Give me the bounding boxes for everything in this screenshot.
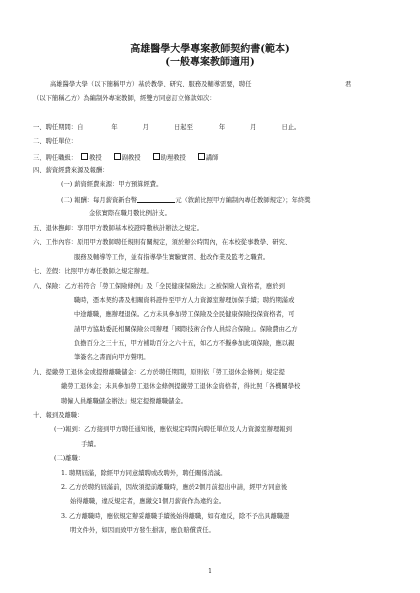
clause-10-resignation-point-3-continued: 明文件外，如因而致甲方發生損害，應負賠償責任。 xyxy=(70,527,215,534)
preamble-party-b-suffix: 君 xyxy=(345,81,352,88)
clause-4-item-1: (一) 薪資經費來源：甲方預算經費。 xyxy=(61,181,163,188)
clause-5-text: 退休撫卹：享用甲方教師基本校證時數核計辦法之規定。 xyxy=(45,225,204,232)
clause-7-number: 七、 xyxy=(33,268,46,275)
clause-10-resignation-point-2: 2. 乙方於聘約屆滿前，因故須提前離職時，應於2個月前提出申請，經甲方同意後 xyxy=(61,484,288,491)
clause-3-number: 三、 xyxy=(33,154,46,162)
clause-4-item-2-continued: 金依實際在職月數比例計支。 xyxy=(89,210,171,217)
clause-8-number: 八、 xyxy=(33,283,46,290)
clause-9-line-3: 聘僱人員離職儲金辦法」規定提撥離職儲金。 xyxy=(61,398,187,405)
clause-4-item-2-end: 元（敘薪比照甲方編制內專任教師規定）；年終獎 xyxy=(175,197,311,204)
clause-10-number: 十、 xyxy=(33,412,46,419)
clause-4-text: 薪資經費來源及報酬： xyxy=(45,167,109,174)
clause-3-rank xyxy=(33,153,218,163)
clause-8-line-6: 筆簽名之書面向甲方聲明。 xyxy=(74,354,150,361)
clause-10-heading xyxy=(33,412,83,420)
clause-1-end-day: 日止。 xyxy=(281,124,301,131)
clause-5-retirement xyxy=(33,225,203,233)
clause-9-number: 九、 xyxy=(33,369,46,376)
preamble-line-2: （以下簡稱乙方）為編制外專案教師，經雙方同意訂立條款如次： xyxy=(33,95,216,102)
checkbox-professor[interactable] xyxy=(81,153,88,160)
document-subtitle: (一般專案教師適用) xyxy=(165,57,255,68)
clause-8-line-5: 負擔百分之三十五，甲方補助百分之六十五，如乙方不擬參加此項保險，應以親 xyxy=(74,340,295,347)
clause-10-resignation-heading: (二)離職： xyxy=(54,455,85,462)
clause-1-label: 聘任期間：自 xyxy=(45,124,84,131)
checkbox-assistant-professor[interactable] xyxy=(153,153,160,160)
clause-1-period xyxy=(33,124,300,132)
clause-10-reporting: (一)報到：乙方接到甲方聘任通知後，應依規定時間向聘任單位及人力資源室辦理報到 xyxy=(54,426,292,433)
clause-3-label: 聘任職級： xyxy=(45,154,78,162)
clause-1-start-year: 年 xyxy=(111,124,118,131)
page-number: 1 xyxy=(208,568,212,575)
clause-6-duties xyxy=(33,239,291,247)
rank-lecturer: 講師 xyxy=(205,154,219,162)
clause-8-line-1: 保險：乙方若符合「勞工保險條例」及「全民健康保險法」之被保險人資格者，應於到 xyxy=(45,283,285,290)
rank-assistant-professor: 助理教授 xyxy=(160,154,186,162)
clause-7-leave xyxy=(33,268,153,276)
clause-10-resignation-point-1: 1. 聘期屆滿，除經甲方同意續聘或改聘外，聘任關係消滅。 xyxy=(61,470,227,477)
preamble-line-1: 高雄醫學大學（以下簡稱甲方）基於教學、研究、服務及輔導需要，聘任 xyxy=(50,81,252,88)
clause-2-number: 二、 xyxy=(33,138,46,145)
clause-8-line-4: 請甲方協助委託相關保險公司辦理「國際技術合作人員綜合保險」。保險費由乙方 xyxy=(74,326,298,333)
clause-4-heading xyxy=(33,167,109,175)
checkbox-associate-professor[interactable] xyxy=(114,153,121,160)
clause-7-text: 差假：比照甲方專任教師之規定辦理。 xyxy=(45,268,153,275)
clause-6-number: 六、 xyxy=(33,239,46,246)
rank-professor: 教授 xyxy=(89,154,102,162)
clause-1-start-day: 日起至 xyxy=(173,124,193,131)
document-title: 高雄醫學大學專案教師契約書(範本) xyxy=(130,44,290,55)
clause-2-unit xyxy=(33,138,77,146)
clause-6-line-2: 服務及輔導等工作，並有指導學生實驗實習、批改作業及監考之職責。 xyxy=(74,254,270,261)
clause-10-reporting-continued: 手續。 xyxy=(81,441,100,448)
clause-1-end-month: 月 xyxy=(250,124,257,131)
clause-1-start-month: 月 xyxy=(142,124,149,131)
clause-1-number: 一、 xyxy=(33,124,46,131)
clause-9-line-1: 提繳勞工退休金或提撥離職儲金：乙方於聘任期間，原則依「勞工退休金條例」規定提 xyxy=(45,369,285,376)
clause-8-line-2: 職時，憑本契約書及相關資料證件至甲方人力資源室辦理加保手續；聘約期滿或 xyxy=(74,297,295,304)
clause-6-line-1: 工作內容：原用甲方教師聘任規則有關規定，須於辦公時間內，在本校從事教學、研究、 xyxy=(45,239,292,246)
clause-10-text: 報到及離職： xyxy=(45,412,84,419)
checkbox-lecturer[interactable] xyxy=(198,153,205,160)
clause-8-insurance xyxy=(33,283,285,291)
clause-4-item-2-start: (二) 報酬：每月薪資新台幣 xyxy=(61,197,138,204)
clause-9-line-2: 繳勞工退休金；未具參加勞工退休金條例提繳勞工退休金資格者，得比照「各機關學校 xyxy=(61,383,301,390)
clause-5-number: 五、 xyxy=(33,225,46,232)
clause-8-line-3: 中途離職，應辦理退保。乙方未具參加勞工保險及全民健康保險投保資格者，可 xyxy=(74,311,295,318)
clause-10-resignation-point-2-continued: 始得離職，違反規定者，應繳交1個月薪資作為違約金。 xyxy=(70,498,226,505)
clause-2-text: 聘任單位： xyxy=(45,138,78,145)
clause-10-resignation-point-3: 3. 乙方離職時，應依規定辦妥離職手續後始得離職，如有違反，除不予出具離職證 xyxy=(61,513,290,520)
salary-amount-blank[interactable] xyxy=(137,196,175,203)
clause-9-pension xyxy=(33,369,285,377)
clause-4-item-2 xyxy=(61,196,311,205)
clause-4-number: 四、 xyxy=(33,167,46,174)
rank-associate-professor: 副教授 xyxy=(121,154,141,162)
clause-1-end-year: 年 xyxy=(218,124,226,131)
